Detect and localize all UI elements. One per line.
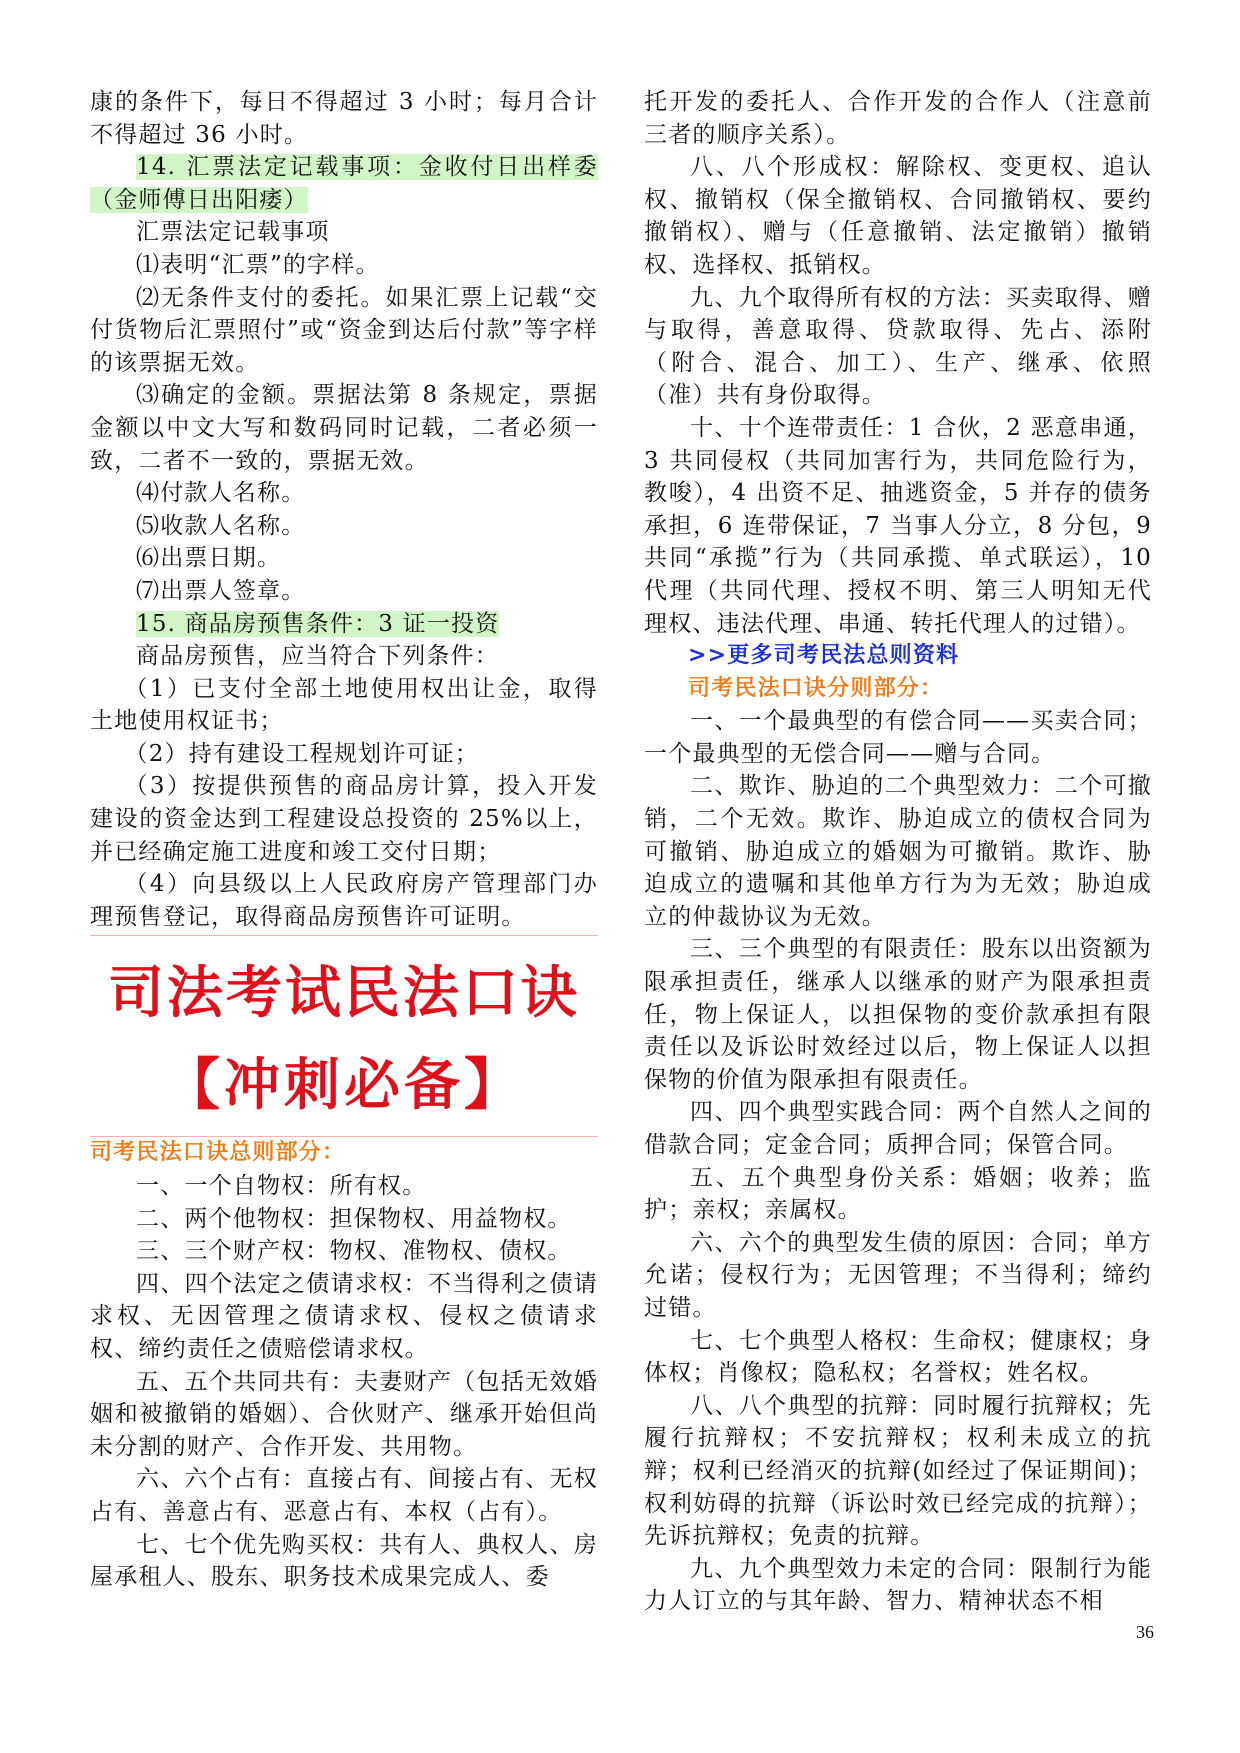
- more-resources-link[interactable]: >>更多司考民法总则资料: [688, 643, 960, 669]
- divider: [90, 935, 598, 936]
- list-item: 八、八个形成权：解除权、变更权、追认权、撤销权（保全撤销权、合同撤销权、要约撤销权）、赠与（任意撤销、法定撤销）撤销权、选择权、抵销权。: [644, 154, 1152, 278]
- item-15-heading: [90, 608, 598, 641]
- list-item: ⑴表明“汇票”的字样。: [136, 251, 380, 278]
- left-column: [90, 86, 598, 1594]
- list-item: 八、八个典型的抗辩：同时履行抗辩权；先履行抗辩权；不安抗辩权；权利未成立的抗辩；权利已经消灭的抗辩(如经过了保证期间)；权利妨碍的抗辩（诉讼时效已经完成的抗辩）；先诉抗辩权；免责的抗辩。: [644, 1392, 1152, 1550]
- list-item: 六、六个占有：直接占有、间接占有、无权占有、善意占有、恶意占有、本权（占有）。: [90, 1466, 598, 1525]
- list-item: （1）已支付全部土地使用权出让金，取得土地使用权证书；: [90, 675, 598, 735]
- page-subtitle: 【冲刺必备】: [164, 1053, 524, 1119]
- list-item: 五、五个共同共有：夫妻财产（包括无效婚姻和被撤销的婚姻）、合伙财产、继承开始但尚未分割的财产、合作开发、共用物。: [90, 1368, 598, 1460]
- list-item: 二、两个他物权：担保物权、用益物权。: [136, 1205, 572, 1232]
- section-heading: 司考民法口诀分则部分：: [688, 675, 944, 701]
- list-item: 二、欺诈、胁迫的二个典型效力：二个可撤销，二个无效。欺诈、胁迫成立的债权合同为可撤销、胁迫成立的婚姻为可撤销。欺诈、胁迫成立的遗嘱和其他单方行为为无效；胁迫成立的仲裁协议为无效。: [644, 773, 1152, 930]
- list-item: 十、十个连带责任：1 合伙，2 恶意串通，3 共同侵权（共同加害行为，共同危险行为，教唆），4 出资不足、抽逃资金，5 并存的债务承担，6 连带保证，7 当事人分立，8 分包，9 共同“承揽”行为（共同承揽、单式联运），10 代理（共同代理、授权不明、第三人明知无代理权、违法代理、串通、转托代理人的过错）。: [644, 414, 1152, 637]
- list-item: ⑷付款人名称。: [136, 480, 306, 507]
- right-column: [644, 86, 1152, 1618]
- list-item: ⑵无条件支付的委托。如果汇票上记载“交付货物后汇票照付”或“资金到达后付款”等字样的该票据无效。: [90, 284, 598, 376]
- list-item: ⑹出票日期。: [136, 545, 282, 572]
- list-item: 一、一个最典型的有偿合同——买卖合同；一个最典型的无偿合同——赠与合同。: [644, 708, 1152, 767]
- list-item: 四、四个典型实践合同：两个自然人之间的借款合同；定金合同；质押合同；保管合同。: [644, 1099, 1152, 1158]
- list-item: 九、九个取得所有权的方法：买卖取得、赠与取得，善意取得、贷款取得、先占、添附（附合、混合、加工）、生产、继承、依照（准）共有身份取得。: [644, 284, 1152, 409]
- section-heading: 司考民法口诀总则部分：: [90, 1140, 346, 1166]
- page-number: 36: [1136, 1622, 1154, 1642]
- list-item: ⑺出票人签章。: [136, 577, 306, 604]
- list-item: 四、四个法定之债请求权：不当得利之债请求权、无因管理之债请求权、侵权之债请求权、缔约责任之债赔偿请求权。: [90, 1270, 598, 1362]
- paragraph: 商品房预售，应当符合下列条件：: [136, 643, 499, 670]
- paragraph: 汇票法定记载事项: [136, 219, 330, 246]
- list-item: 三、三个典型的有限责任：股东以出资额为限承担责任，继承人以继承的财产为限承担责任，物上保证人，以担保物的变价款承担有限责任以及诉讼时效经过以后，物上保证人以担保物的价值为限承担有限责任。: [644, 936, 1152, 1093]
- paragraph: 托开发的委托人、合作开发的合作人（注意前三者的顺序关系）。: [644, 89, 1152, 148]
- list-item: （2）持有建设工程规划许可证；: [124, 740, 480, 767]
- list-item: 七、七个典型人格权：生命权；健康权；身体权；肖像权；隐私权；名誉权；姓名权。: [644, 1327, 1152, 1387]
- list-item: 九、九个典型效力未定的合同：限制行为能力人订立的与其年龄、智力、精神状态不相: [644, 1555, 1152, 1615]
- highlight: 15. 商品房预售条件：3 证一投资: [136, 610, 500, 637]
- list-item: ⑸收款人名称。: [136, 512, 306, 539]
- page-title: 司法考试民法口诀: [108, 961, 580, 1027]
- paragraph: 康的条件下，每日不得超过 3 小时；每月合计不得超过 36 小时。: [90, 89, 598, 148]
- list-item: ⑶确定的金额。票据法第 8 条规定，票据金额以中文大写和数码同时记载，二者必须一致，二者不一致的，票据无效。: [90, 382, 598, 474]
- highlight: 14. 汇票法定记载事项：金收付日出样委（金师傅日出阳痿）: [90, 154, 598, 213]
- list-item: 三、三个财产权：物权、准物权、债权。: [136, 1238, 572, 1265]
- list-item: （4）向县级以上人民政府房产管理部门办理预售登记，取得商品房预售许可证明。: [90, 871, 598, 930]
- list-item: 五、五个典型身份关系：婚姻；收养；监护；亲权；亲属权。: [644, 1164, 1152, 1224]
- list-item: 七、七个优先购买权：共有人、典权人、房屋承租人、股东、职务技术成果完成人、委: [90, 1531, 598, 1591]
- list-item: 六、六个的典型发生债的原因：合同；单方允诺；侵权行为；无因管理；不当得利；缔约过错。: [644, 1229, 1152, 1321]
- list-item: 一、一个自物权：所有权。: [136, 1173, 427, 1200]
- item-14-heading: [90, 151, 598, 216]
- list-item: （3）按提供预售的商品房计算，投入开发建设的资金达到工程建设总投资的 25%以上，并已经确定施工进度和竣工交付日期；: [90, 773, 598, 865]
